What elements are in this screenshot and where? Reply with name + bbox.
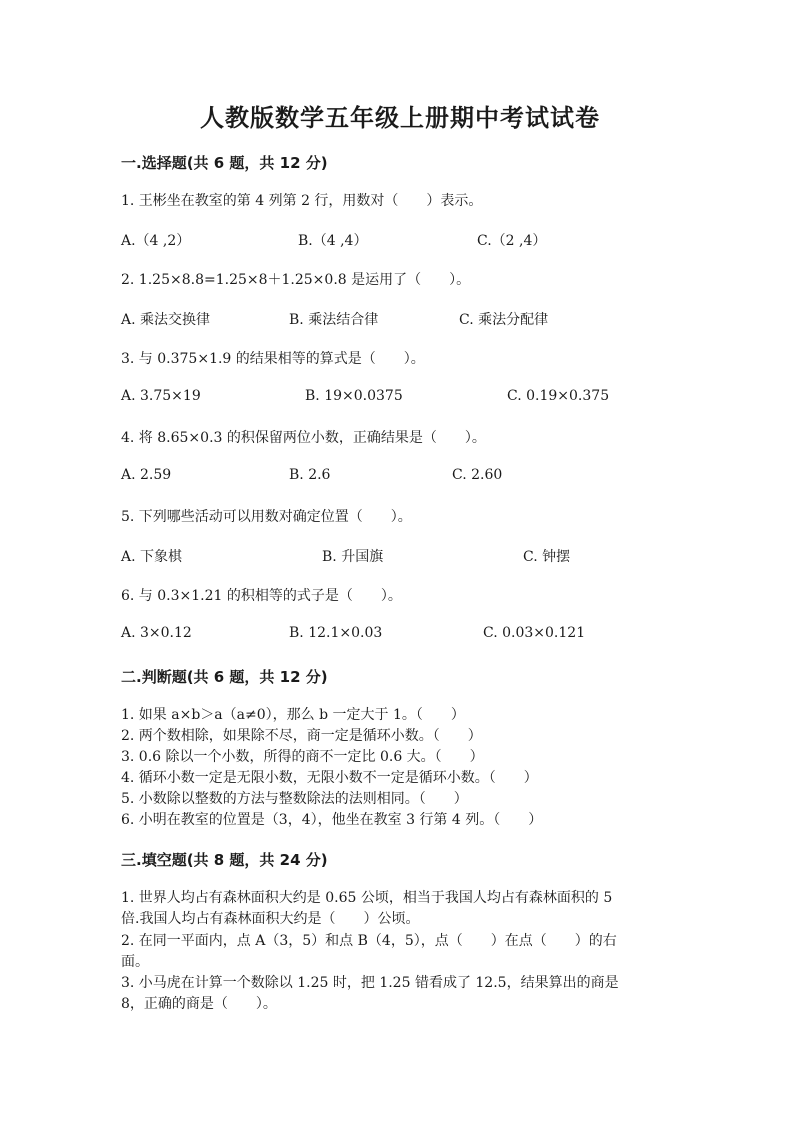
judgement-item: 1. 如果 a×b＞a（a≠0），那么 b 一定大于 1。（ ） — [121, 707, 465, 723]
fill-blank-line: 3. 小马虎在计算一个数除以 1.25 时，把 1.25 错看成了 12.5，结果算出的商是 — [121, 975, 619, 991]
question-text: 4. 将 8.65×0.3 的积保留两位小数，正确结果是（ ）。 — [121, 430, 486, 446]
section-heading-judgement: 二.判断题(共 6 题，共 12 分) — [121, 668, 328, 686]
option-c: C. 0.03×0.121 — [483, 625, 586, 641]
option-a: A. 2.59 — [121, 467, 172, 483]
option-c: C. 钟摆 — [523, 549, 571, 565]
option-a: A. 下象棋 — [121, 549, 183, 565]
fill-blank-line: 1. 世界人均占有森林面积大约是 0.65 公顷，相当于我国人均占有森林面积的 5 — [121, 890, 613, 906]
judgement-item: 3. 0.6 除以一个小数，所得的商不一定比 0.6 大。（ ） — [121, 749, 484, 765]
option-b: B. 2.6 — [289, 467, 331, 483]
judgement-item: 5. 小数除以整数的方法与整数除法的法则相同。（ ） — [121, 791, 468, 807]
option-b: B. 升国旗 — [322, 549, 384, 565]
option-c: C. 0.19×0.375 — [507, 388, 610, 404]
option-b: B. 12.1×0.03 — [289, 625, 383, 641]
question-text: 5. 下列哪些活动可以用数对确定位置（ ）。 — [121, 509, 412, 525]
option-b: B.（4 ,4） — [298, 233, 368, 249]
page-title: 人教版数学五年级上册期中考试试卷 — [200, 104, 600, 132]
option-a: A. 3.75×19 — [121, 388, 201, 404]
section-heading-fill-blank: 三.填空题(共 8 题，共 24 分) — [121, 851, 328, 869]
option-b: B. 19×0.0375 — [305, 388, 403, 404]
option-a: A. 乘法交换律 — [121, 312, 211, 328]
option-c: C. 乘法分配律 — [459, 312, 549, 328]
option-c: C.（2 ,4） — [477, 233, 547, 249]
judgement-item: 4. 循环小数一定是无限小数，无限小数不一定是循环小数。（ ） — [121, 770, 538, 786]
option-c: C. 2.60 — [452, 467, 503, 483]
judgement-item: 6. 小明在教室的位置是（3，4），他坐在教室 3 行第 4 列。（ ） — [121, 812, 543, 828]
question-text: 3. 与 0.375×1.9 的结果相等的算式是（ ）。 — [121, 351, 425, 367]
section-heading-choice: 一.选择题(共 6 题，共 12 分) — [121, 154, 328, 172]
fill-blank-line: 面。 — [121, 954, 149, 970]
question-text: 1. 王彬坐在教室的第 4 列第 2 行，用数对（ ）表示。 — [121, 193, 483, 209]
question-text: 2. 1.25×8.8=1.25×8＋1.25×0.8 是运用了（ ）。 — [121, 272, 471, 288]
option-a: A. 3×0.12 — [121, 625, 192, 641]
option-a: A.（4 ,2） — [121, 233, 191, 249]
fill-blank-line: 2. 在同一平面内，点 A（3，5）和点 B（4，5），点（ ）在点（ ）的右 — [121, 933, 617, 949]
judgement-item: 2. 两个数相除，如果除不尽，商一定是循环小数。（ ） — [121, 728, 482, 744]
question-text: 6. 与 0.3×1.21 的积相等的式子是（ ）。 — [121, 588, 402, 604]
fill-blank-line: 倍.我国人均占有森林面积大约是（ ）公顷。 — [121, 911, 420, 927]
option-b: B. 乘法结合律 — [289, 312, 379, 328]
fill-blank-line: 8，正确的商是（ ）。 — [121, 996, 277, 1012]
